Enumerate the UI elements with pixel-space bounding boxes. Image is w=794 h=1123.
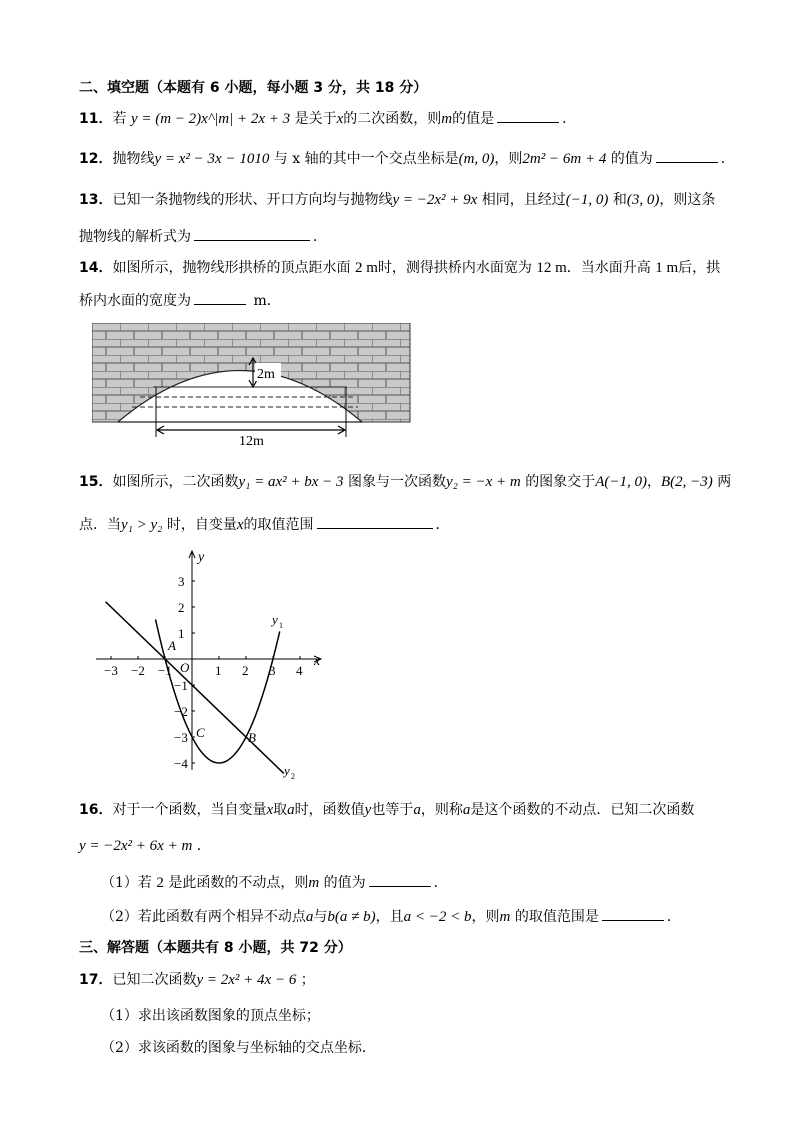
q14-value-1: 2 m [354, 260, 378, 276]
q17-formula: y = 2x² + 4x − 6 [196, 972, 297, 988]
q11-var-x: x [336, 111, 344, 127]
q12-expr: 2m² − 6m + 4 [522, 151, 607, 167]
q16-formula: y = −2x² + 6x + m [79, 838, 193, 854]
curve-2-label: y [284, 763, 290, 778]
y-tick-label: −4 [174, 756, 188, 771]
q14-line1-d: 后，拱 [678, 260, 721, 276]
q12-point: (m, 0) [458, 151, 495, 167]
q15-line2-b: 时，自变量 [166, 517, 237, 533]
q16-sub1-value: 2 [156, 875, 164, 891]
question-15-line2 [79, 514, 450, 535]
origin-label: O [180, 660, 190, 675]
q15-line1-b: 图象与一次函数 [348, 474, 446, 490]
curve-2-subscript: 2 [291, 772, 295, 781]
q16-var-a2: a [413, 802, 421, 818]
q15-line1-a: 如图所示，二次函数 [112, 474, 239, 490]
x-axis-label: x [314, 654, 321, 669]
q13-line1-pre: 已知一条抛物线的形状、开口方向均与抛物线 [112, 192, 393, 208]
q13-line1-mid: 相同，且经过 [481, 192, 566, 208]
q16-sub1-pre: （1）若 [101, 875, 152, 891]
section-3-title: 三、解答题（本题共有 8 小题，共 72 分） [79, 940, 352, 956]
q14-unit: m [253, 293, 267, 309]
q11-formula: y = (m − 2)x^|m| + 2x + 3 [130, 111, 291, 127]
question-15-line1 [79, 472, 731, 492]
point-A-label: A [168, 638, 176, 653]
q12-pre: 抛物线 [112, 151, 155, 167]
y-tick-label: −2 [174, 704, 188, 719]
q16-sub2-mid2: ，则 [471, 909, 500, 925]
q16-sub1-post: 的值为 [323, 875, 366, 891]
q14-value-3: 1 m [655, 260, 679, 276]
y-tick-label: 2 [178, 600, 185, 615]
q15-line1-d: 两 [717, 474, 732, 490]
question-13-line1 [79, 190, 715, 210]
q12-post: 的值为 [610, 151, 653, 167]
curve-1-subscript: 1 [279, 621, 283, 630]
q15-end: ． [435, 517, 450, 533]
q16-number: 16． [79, 802, 113, 818]
q11-end: ． [562, 111, 577, 127]
question-17 [79, 970, 315, 990]
q11-mid: 是关于 [294, 111, 337, 127]
q15-line1-c: 的图象交于 [525, 474, 596, 490]
q16-line1-e: ，则称 [420, 802, 463, 818]
bridge-figure [92, 323, 412, 447]
q16-sub2-answer-blank[interactable] [602, 906, 664, 921]
q13-number: 13． [79, 192, 113, 208]
q16-line1-b: 取 [273, 802, 288, 818]
question-14-line1 [79, 258, 720, 278]
curve-y2-line [106, 602, 284, 774]
q15-line2-c: 的取值范围 [243, 517, 314, 533]
q13-point-2: (3, 0) [626, 192, 660, 208]
q16-sub2-end: ． [666, 909, 681, 925]
q15-formula-1: y₁ = ax² + bx − 3 [238, 474, 344, 490]
q13-end: ． [313, 229, 327, 245]
q17-sub1: （1）求出该函数图象的顶点坐标； [101, 1008, 320, 1024]
q13-and: 和 [612, 192, 627, 208]
width-label: 12m [239, 434, 264, 447]
question-14-line2 [79, 290, 281, 311]
y-axis-label: y [198, 550, 205, 565]
q13-formula: y = −2x² + 9x [392, 192, 478, 208]
q11-pre: 若 [112, 111, 127, 127]
q12-formula: y = x² − 3x − 1010 [154, 151, 270, 167]
q15-point-B: B(2, −3) [660, 474, 713, 490]
q16-sub1-mid: 是此函数的不动点，则 [168, 875, 309, 891]
y-tick-label: −3 [174, 730, 188, 745]
q16-sub2-b: b(a ≠ b) [327, 909, 376, 925]
q11-post: 的值是 [452, 111, 495, 127]
q11-var-m: m [441, 111, 453, 127]
q17-post: ； [300, 972, 315, 988]
q16-sub2-condition: a < −2 < b [403, 909, 472, 925]
q17-pre: 已知二次函数 [112, 972, 197, 988]
q16-var-a3: a [462, 802, 471, 818]
q16-sub2-m: m [499, 909, 511, 925]
q15-condition: y₁ > y₂ [121, 517, 163, 533]
q14-line1-a: 如图所示，抛物线形拱桥的顶点距水面 [112, 260, 351, 276]
x-tick-label: 3 [269, 663, 276, 678]
q15-comma: ， [646, 474, 661, 490]
height-label: 2m [257, 367, 275, 382]
q16-sub2-a: a [305, 909, 314, 925]
q12-end: ． [720, 151, 735, 167]
question-12 [79, 148, 735, 169]
y-tick-label: 1 [178, 626, 185, 641]
question-16-line2 [79, 836, 211, 856]
q13-line1-post: ，则这条 [659, 192, 716, 208]
q14-line2: 桥内水面的宽度为 [79, 293, 191, 309]
q16-sub1-answer-blank[interactable] [369, 872, 431, 887]
q16-sub1-m: m [308, 875, 320, 891]
q17-number: 17． [79, 972, 113, 988]
q14-line1-b: 时，测得拱桥内水面宽为 [377, 260, 532, 276]
q15-formula-2: y₂ = −x + m [446, 474, 521, 490]
q11-mid2: 的二次函数，则 [343, 111, 442, 127]
q16-var-a: a [287, 802, 295, 818]
question-16-sub1 [101, 872, 448, 893]
q15-answer-blank[interactable] [317, 514, 433, 529]
y-tick-label: −1 [174, 678, 188, 693]
question-11 [79, 108, 576, 129]
q16-sub2-post: 的取值范围是 [514, 909, 599, 925]
q12-mid: 与 x 轴的其中一个交点坐标是 [273, 151, 459, 167]
q11-answer-blank[interactable] [497, 108, 559, 123]
x-tick-label: 2 [242, 663, 249, 678]
q11-number: 11． [79, 111, 113, 127]
q16-line1-c: 时，函数值 [294, 802, 365, 818]
q14-line1-c: ．当水面升高 [566, 260, 651, 276]
q12-answer-blank[interactable] [656, 148, 718, 163]
q13-point-1: (−1, 0) [565, 192, 609, 208]
y-tick-label: 3 [178, 574, 185, 589]
q16-var-y: y [364, 802, 372, 818]
q13-answer-blank[interactable] [194, 226, 310, 241]
q16-sub2-and: 与 [313, 909, 328, 925]
q17-sub2: （2）求该函数的图象与坐标轴的交点坐标． [101, 1040, 376, 1056]
q12-number: 12． [79, 151, 113, 167]
x-tick-label: 4 [296, 663, 303, 678]
q14-answer-blank[interactable] [194, 290, 246, 305]
q12-mid2: ，则 [494, 151, 523, 167]
q16-sub2-mid: ，且 [375, 909, 404, 925]
function-graph [88, 546, 334, 786]
question-16-line1 [79, 800, 694, 820]
section-2-title: 二、填空题（本题有 6 小题，每小题 3 分，共 18 分） [79, 80, 428, 96]
q14-value-2: 12 m [536, 260, 567, 276]
question-16-sub2 [101, 906, 681, 927]
q15-line2-a: 点．当 [79, 517, 121, 533]
x-tick-label: 1 [215, 663, 222, 678]
q16-end1: ． [196, 838, 211, 854]
q16-sub1-end: ． [433, 875, 448, 891]
q16-line1-d: 也等于 [371, 802, 414, 818]
q16-sub2-pre: （2）若此函数有两个相异不动点 [101, 909, 306, 925]
point-B-label: B [248, 730, 256, 745]
q16-line1-a: 对于一个函数，当自变量 [112, 802, 267, 818]
question-13-line2 [79, 226, 327, 247]
x-tick-label: −3 [104, 663, 118, 678]
q15-point-A: A(−1, 0) [595, 474, 647, 490]
q15-number: 15． [79, 474, 113, 490]
q13-line2: 抛物线的解析式为 [79, 229, 191, 245]
q14-number: 14． [79, 260, 113, 276]
q16-line1-f: 是这个函数的不动点．已知二次函数 [470, 802, 695, 818]
q14-end: ． [266, 293, 281, 309]
q16-var-x: x [266, 802, 274, 818]
x-tick-label: −2 [131, 663, 145, 678]
curve-1-label: y [272, 612, 278, 627]
x-tick-label: −1 [158, 663, 172, 678]
point-C-label: C [196, 725, 205, 740]
q15-var-x: x [236, 517, 244, 533]
